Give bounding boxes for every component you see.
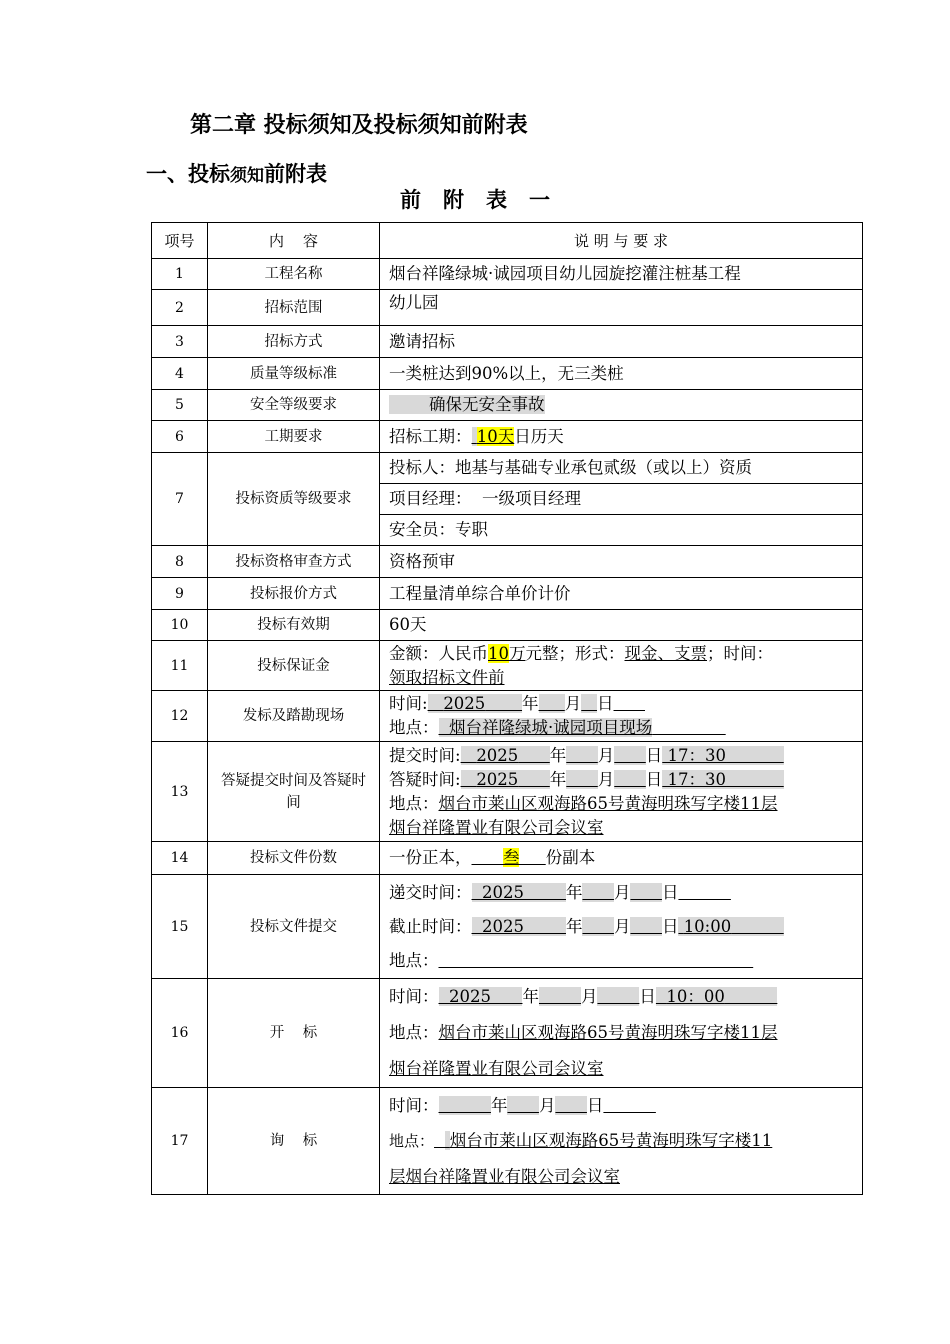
table-title: 前附表一 (400, 187, 572, 212)
table-row: 14 投标文件份数 一份正本， 叁 份副本 (152, 842, 863, 875)
table-row: 7 投标资质等级要求 投标人：地基与基础专业承包贰级（或以上）资质 (152, 453, 863, 484)
header-no: 项号 (152, 223, 208, 259)
header-item: 内 容 (208, 223, 380, 259)
table-row: 5 安全等级要求 确保无安全事故 (152, 390, 863, 421)
table-row: 6 工期要求 招标工期： 10天日历天 (152, 421, 863, 453)
pre-attached-table: 项号 内 容 说 明 与 要 求 1 工程名称 烟台祥隆绿城·诚园项目幼儿园旋挖灌注桩基工程 2 招标范围 幼儿园 3 招标方式 邀请招标 4 质量等级标准 一类桩达到90%以上，无三类桩 5 安全等级要求 确保无安全事故 6 工期要求 招标工期： 10天日历天 7 投标资质等级要求 投标人：地基与基础专业承包贰级（或以上）资质 项目经理： 一级项目经理 安全员：专职 8 投标资格审查方式 资格预审 9 投标报价方式 工程量清单综合单价计价 10 投标有效期 60天 11 投标保证金 金额：人民币10万元整；形式：现金、支票；时间： 领取招标文件前 12 发标及踏勘现场 时间: 2025 年 月 日 地点： 烟台祥隆绿城·诚园项目现场 13 答疑提交时间及答疑时间 提交时间: 2025 年 月 日 17：30 答疑时间: 2025 年 月 日 17：30 地点：烟台市莱山区观海路65号黄海明珠写字楼11层 烟台祥隆置业有限公司会议室 14 投标文件份数 一份正本， 叁 份副本 15 投标文件提交 递交时间： 2025 年 月 日 截止时间： 2025 年 月 日 10:00 地点： 16 开 标 时间： 2025 年 月 日 10：00 地点：烟台市莱山区观海路65号黄海明珠写字楼11层 烟台祥隆置业有限公司会议室 17 询 标 时间： 年 月 日 地点： 烟台市莱山区观海路65号黄海明珠写字楼11 层烟台祥隆置业有限公司会议室 (151, 222, 863, 1195)
section-title: 一、投标须知前附表 (146, 161, 327, 186)
table-row: 11 投标保证金 金额：人民币10万元整；形式：现金、支票；时间： 领取招标文件前 (152, 641, 863, 691)
table-row: 16 开 标 时间： 2025 年 月 日 10：00 地点：烟台市莱山区观海路65号黄海明珠写字楼11层 烟台祥隆置业有限公司会议室 (152, 979, 863, 1088)
table-row: 17 询 标 时间： 年 月 日 地点： 烟台市莱山区观海路65号黄海明珠写字楼11 层烟台祥隆置业有限公司会议室 (152, 1088, 863, 1195)
header-desc: 说 明 与 要 求 (380, 223, 863, 259)
table-row: 8 投标资格审查方式 资格预审 (152, 546, 863, 578)
table-row: 4 质量等级标准 一类桩达到90%以上，无三类桩 (152, 358, 863, 390)
table-header-row (152, 223, 863, 259)
table-row: 13 答疑提交时间及答疑时间 提交时间: 2025 年 月 日 17：30 答疑时间: 2025 年 月 日 17：30 地点：烟台市莱山区观海路65号黄海明珠写字楼11层 烟台祥隆置业有限公司会议室 (152, 742, 863, 842)
table-row: 1 工程名称 烟台祥隆绿城·诚园项目幼儿园旋挖灌注桩基工程 (152, 259, 863, 290)
table-row: 12 发标及踏勘现场 时间: 2025 年 月 日 地点： 烟台祥隆绿城·诚园项目现场 (152, 691, 863, 742)
chapter-title: 第二章 投标须知及投标须知前附表 (190, 112, 528, 138)
table-row: 3 招标方式 邀请招标 (152, 326, 863, 358)
table-row: 15 投标文件提交 递交时间： 2025 年 月 日 截止时间： 2025 年 月 日 10:00 地点： (152, 875, 863, 979)
table-row: 10 投标有效期 60天 (152, 610, 863, 641)
table-row: 2 招标范围 幼儿园 (152, 290, 863, 326)
table-row: 9 投标报价方式 工程量清单综合单价计价 (152, 578, 863, 610)
